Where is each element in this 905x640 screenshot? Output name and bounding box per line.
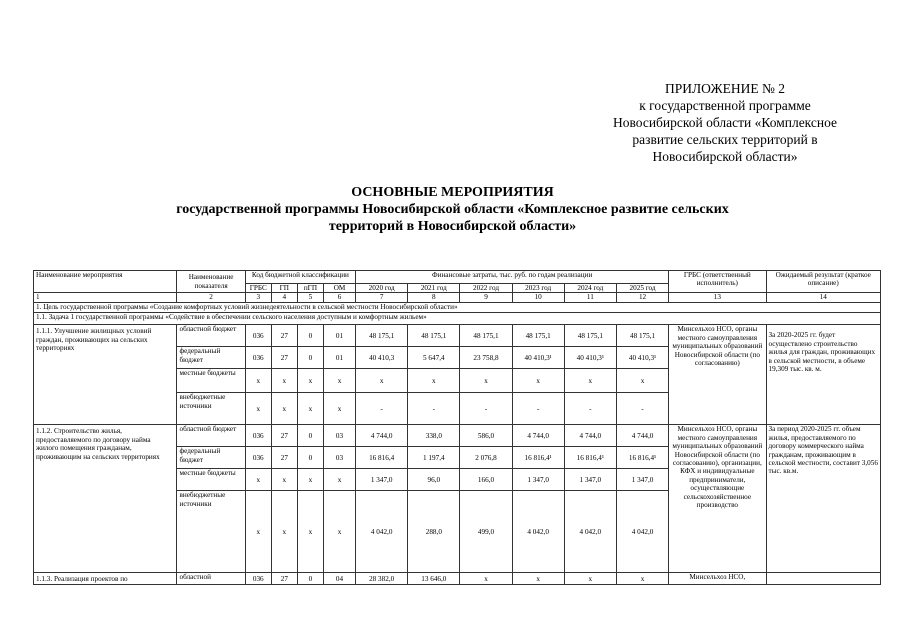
finance-value: 338,0 [408,425,460,447]
column-number: 11 [564,293,616,303]
pgp-code: 0 [297,447,323,469]
header-grbs: ГРБС [245,284,271,293]
pgp-code: 0 [297,573,323,585]
goal-row [34,303,881,313]
indicator-name: внебюджетные источники [177,491,245,573]
finance-value: 16 816,4¹ [616,447,668,469]
finance-value: 96,0 [408,469,460,491]
grbs-code: 036 [245,325,271,347]
om-code: x [323,469,355,491]
column-number: 8 [408,293,460,303]
om-code: 01 [323,347,355,369]
gp-code: x [271,491,297,573]
finance-value: x [616,573,668,585]
appendix-line: Новосибирской области» [652,149,798,164]
column-number: 2 [177,293,245,303]
finance-value: 4 744,0 [564,425,616,447]
finance-value: 4 744,0 [512,425,564,447]
finance-value: 23 758,8 [460,347,512,369]
header-budget-code: Код бюджетной классификации [245,271,355,284]
program-task: 1.1. Задача 1 государственной программы «Содействие в обеспечении сельского населения доступным и комфортным жильем» [34,313,881,325]
pgp-code: x [297,369,323,393]
finance-value: 40 410,3¹ [616,347,668,369]
header-year: 2020 год [356,284,408,293]
header-year: 2025 год [616,284,668,293]
grbs-code: x [245,369,271,393]
column-number: 4 [271,293,297,303]
indicator-name: федеральный бюджет [177,447,245,469]
om-code: x [323,393,355,425]
column-number: 12 [616,293,668,303]
program-goal: 1. Цель государственной программы «Создание комфортных условий жизнедеятельности в сельской местности Новосибирской области» [34,303,881,313]
finance-value: 499,0 [460,491,512,573]
expected-result: За период 2020-2025 гг. объем жилья, предоставляемого по договору коммерческого найма гражданам, проживающим в сельской местности, составит 3,056 тыс. кв.м. [766,425,881,573]
column-number: 13 [669,293,766,303]
om-code: x [323,369,355,393]
gp-code: x [271,369,297,393]
finance-value: 16 816,4¹ [564,447,616,469]
header-result: Ожидаемый результат (краткое описание) [766,271,881,293]
finance-value: - [356,393,408,425]
finance-value: 40 410,3¹ [512,347,564,369]
finance-value: 4 042,0 [356,491,408,573]
finance-value: 16 816,4¹ [512,447,564,469]
executor: Минсельхоз НСО, органы местного самоуправления муниципальных образований Новосибирской области (по согласованию), организации, КФХ и индивидуальные предприниматели, осуществляющие сельскохозяйственное производство [669,425,766,573]
header-year: 2021 год [408,284,460,293]
header-om: ОМ [323,284,355,293]
finance-value: x [460,573,512,585]
column-number: 5 [297,293,323,303]
grbs-code: 036 [245,425,271,447]
finance-value: 288,0 [408,491,460,573]
task-row [34,313,881,325]
expected-result [766,573,881,585]
indicator-name: федеральный бюджет [177,347,245,369]
finance-value: 48 175,1 [460,325,512,347]
header-executor: ГРБС (ответственный исполнитель) [669,271,766,293]
appendix-line: к государственной программе [639,98,811,113]
finance-value: 48 175,1 [512,325,564,347]
finance-value: 4 042,0 [616,491,668,573]
om-code: x [323,491,355,573]
finance-value: x [512,573,564,585]
measure-name: 1.1.2. Строительство жилья, предоставляемого по договору найма жилого помещения гражданам, проживающим на сельских территориях [34,425,177,573]
finance-value: x [564,573,616,585]
finance-value: 5 647,4 [408,347,460,369]
grbs-code: x [245,469,271,491]
finance-value: 48 175,1 [408,325,460,347]
measure-row [34,325,881,347]
finance-value: 40 410,3¹ [564,347,616,369]
column-number: 10 [512,293,564,303]
finance-value: x [564,369,616,393]
finance-value: x [512,369,564,393]
finance-value: 586,0 [460,425,512,447]
pgp-code: x [297,469,323,491]
pgp-code: x [297,491,323,573]
om-code: 03 [323,425,355,447]
finance-value: - [512,393,564,425]
appendix-line: ПРИЛОЖЕНИЕ № 2 [664,81,786,96]
header-row [34,271,881,284]
indicator-name: областной бюджет [177,425,245,447]
indicator-name: местные бюджеты [177,369,245,393]
column-number: 9 [460,293,512,303]
gp-code: 27 [271,347,297,369]
header-pgp: пГП [297,284,323,293]
column-number: 1 [34,293,177,303]
indicator-name: областной бюджет [177,325,245,347]
finance-value: 2 076,8 [460,447,512,469]
measures-table [33,270,881,585]
finance-value: 4 042,0 [564,491,616,573]
finance-value: 40 410,3 [356,347,408,369]
finance-value: x [356,369,408,393]
expected-result: За 2020-2025 гг. будет осуществлено строительство жилья для граждан, проживающих в сельской местности, в объеме 19,309 тыс. кв. м. [766,325,881,425]
header-name: Наименование мероприятия [34,271,177,293]
gp-code: 27 [271,425,297,447]
gp-code: 27 [271,447,297,469]
column-number: 7 [356,293,408,303]
grbs-code: 036 [245,447,271,469]
measure-row [34,425,881,447]
indicator-name: областной [177,573,245,585]
finance-value: 48 175,1 [356,325,408,347]
grbs-code: 036 [245,573,271,585]
header-finance: Финансовые затраты, тыс. руб. по годам реализации [356,271,669,284]
header-year: 2023 год [512,284,564,293]
pgp-code: x [297,393,323,425]
header-indicator: Наименование показателя [177,271,245,293]
title-line: территорий в Новосибирской области» [328,219,577,234]
finance-value: 48 175,1 [564,325,616,347]
appendix-header [560,80,890,165]
gp-code: 27 [271,325,297,347]
gp-code: x [271,469,297,491]
om-code: 03 [323,447,355,469]
executor: Минсельхоз НСО, органы местного самоуправления муниципальных образований Новосибирской области (по согласованию) [669,325,766,425]
title-line: ОСНОВНЫЕ МЕРОПРИЯТИЯ [351,185,554,200]
measure-name: 1.1.1. Улучшение жилищных условий граждан, проживающих на сельских территориях [34,325,177,425]
title-line: государственной программы Новосибирской области «Комплексное развитие сельских [176,202,729,217]
finance-value: 48 175,1 [616,325,668,347]
finance-value: 1 347,0 [616,469,668,491]
finance-value: 4 744,0 [616,425,668,447]
header-year: 2022 год [460,284,512,293]
pgp-code: 0 [297,425,323,447]
column-number: 14 [766,293,881,303]
executor: Минсельхоз НСО, [669,573,766,585]
finance-value: - [616,393,668,425]
finance-value: 166,0 [460,469,512,491]
gp-code: 27 [271,573,297,585]
gp-code: x [271,393,297,425]
document-title [0,184,905,235]
appendix-line: развитие сельских территорий в [632,132,818,147]
finance-value: 1 347,0 [512,469,564,491]
finance-value: x [460,369,512,393]
finance-value: - [460,393,512,425]
indicator-name: внебюджетные источники [177,393,245,425]
appendix-line: Новосибирской области «Комплексное [612,115,838,130]
finance-value: 1 347,0 [356,469,408,491]
column-number: 6 [323,293,355,303]
om-code: 01 [323,325,355,347]
finance-value: x [408,369,460,393]
om-code: 04 [323,573,355,585]
finance-value: 4 744,0 [356,425,408,447]
column-numbers-row [34,293,881,303]
finance-value: 1 197,4 [408,447,460,469]
finance-value: x [616,369,668,393]
grbs-code: 036 [245,347,271,369]
column-number: 3 [245,293,271,303]
finance-value: 4 042,0 [512,491,564,573]
measure-row [34,573,881,585]
header-gp: ГП [271,284,297,293]
measure-name: 1.1.3. Реализация проектов по [34,573,177,585]
finance-value: - [564,393,616,425]
pgp-code: 0 [297,347,323,369]
pgp-code: 0 [297,325,323,347]
indicator-name: местные бюджеты [177,469,245,491]
grbs-code: x [245,393,271,425]
finance-value: 16 816,4 [356,447,408,469]
grbs-code: x [245,491,271,573]
measures-body [34,325,881,585]
finance-value: 1 347,0 [564,469,616,491]
finance-value: 28 382,0 [356,573,408,585]
header-year: 2024 год [564,284,616,293]
finance-value: - [408,393,460,425]
finance-value: 13 646,0 [408,573,460,585]
